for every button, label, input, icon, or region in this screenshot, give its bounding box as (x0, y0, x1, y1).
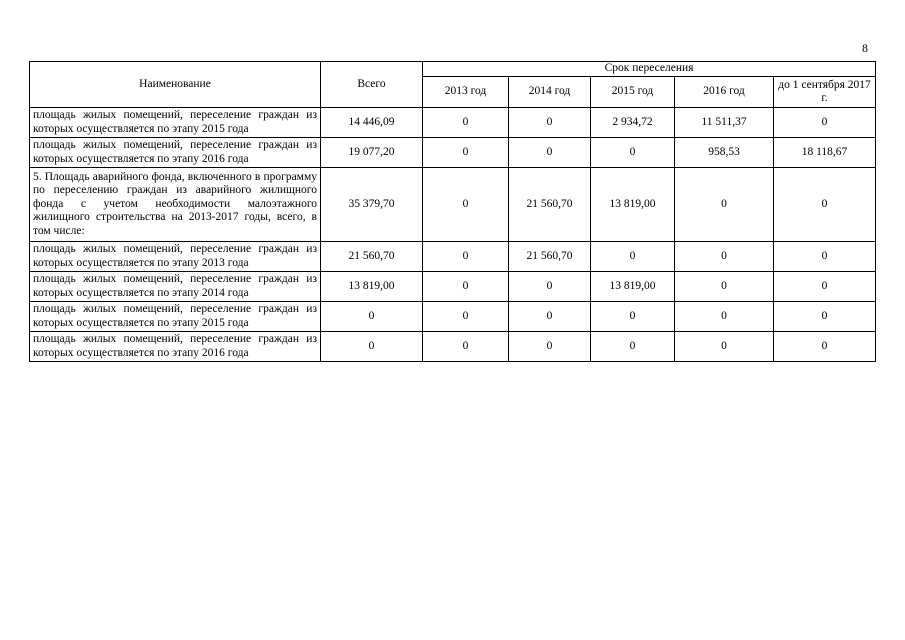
table-row (30, 332, 876, 362)
row-total: 14 446,09 (321, 108, 423, 138)
row-2017: 18 118,67 (774, 138, 876, 168)
row-2014: 0 (509, 332, 591, 362)
row-2015: 2 934,72 (591, 108, 675, 138)
header-year-2013: 2013 год (423, 77, 509, 108)
row-2013: 0 (423, 332, 509, 362)
header-year-2017: до 1 сентября 2017 г. (774, 77, 876, 108)
header-name: Наименование (30, 62, 321, 108)
resettlement-table (29, 61, 876, 362)
table-row (30, 108, 876, 138)
row-2017: 0 (774, 272, 876, 302)
row-2015: 13 819,00 (591, 272, 675, 302)
row-2016: 0 (675, 302, 774, 332)
row-2013: 0 (423, 168, 509, 242)
row-2013: 0 (423, 108, 509, 138)
row-name: площадь жилых помещений, переселение граждан из которых осуществляется по этапу 2014 года (30, 272, 321, 302)
header-period: Срок переселения (423, 62, 876, 77)
table-row (30, 302, 876, 332)
row-2016: 0 (675, 332, 774, 362)
row-2013: 0 (423, 302, 509, 332)
row-name: 5. Площадь аварийного фонда, включенного в программу по переселению граждан из аварийного жилищного фонда с учетом необходимости малоэтажного жилищного строительства на 2013-2017 годы, всего, в том числе: (30, 168, 321, 242)
row-2013: 0 (423, 242, 509, 272)
header-year-2016: 2016 год (675, 77, 774, 108)
row-total: 13 819,00 (321, 272, 423, 302)
row-2014: 0 (509, 302, 591, 332)
row-total: 35 379,70 (321, 168, 423, 242)
header-total: Всего (321, 62, 423, 108)
row-2016: 0 (675, 242, 774, 272)
row-2014: 21 560,70 (509, 242, 591, 272)
row-2015: 13 819,00 (591, 168, 675, 242)
row-2017: 0 (774, 242, 876, 272)
row-2014: 0 (509, 272, 591, 302)
table-row (30, 168, 876, 242)
row-2015: 0 (591, 242, 675, 272)
row-total: 0 (321, 302, 423, 332)
row-2015: 0 (591, 138, 675, 168)
row-name: площадь жилых помещений, переселение граждан из которых осуществляется по этапу 2015 года (30, 108, 321, 138)
table-row (30, 272, 876, 302)
row-2015: 0 (591, 332, 675, 362)
row-name: площадь жилых помещений, переселение граждан из которых осуществляется по этапу 2013 года (30, 242, 321, 272)
row-2014: 0 (509, 108, 591, 138)
row-2016: 958,53 (675, 138, 774, 168)
row-2017: 0 (774, 302, 876, 332)
header-year-2014: 2014 год (509, 77, 591, 108)
row-name: площадь жилых помещений, переселение граждан из которых осуществляется по этапу 2015 года (30, 302, 321, 332)
row-name: площадь жилых помещений, переселение граждан из которых осуществляется по этапу 2016 года (30, 332, 321, 362)
table-row (30, 242, 876, 272)
row-total: 19 077,20 (321, 138, 423, 168)
row-2017: 0 (774, 168, 876, 242)
row-total: 0 (321, 332, 423, 362)
row-2014: 21 560,70 (509, 168, 591, 242)
row-2017: 0 (774, 332, 876, 362)
row-2014: 0 (509, 138, 591, 168)
page-number: 8 (862, 41, 868, 55)
header-year-2015: 2015 год (591, 77, 675, 108)
row-2017: 0 (774, 108, 876, 138)
row-2013: 0 (423, 272, 509, 302)
row-2016: 0 (675, 272, 774, 302)
row-2016: 0 (675, 168, 774, 242)
row-name: площадь жилых помещений, переселение граждан из которых осуществляется по этапу 2016 года (30, 138, 321, 168)
row-2015: 0 (591, 302, 675, 332)
row-2013: 0 (423, 138, 509, 168)
row-2016: 11 511,37 (675, 108, 774, 138)
table-row (30, 138, 876, 168)
row-total: 21 560,70 (321, 242, 423, 272)
